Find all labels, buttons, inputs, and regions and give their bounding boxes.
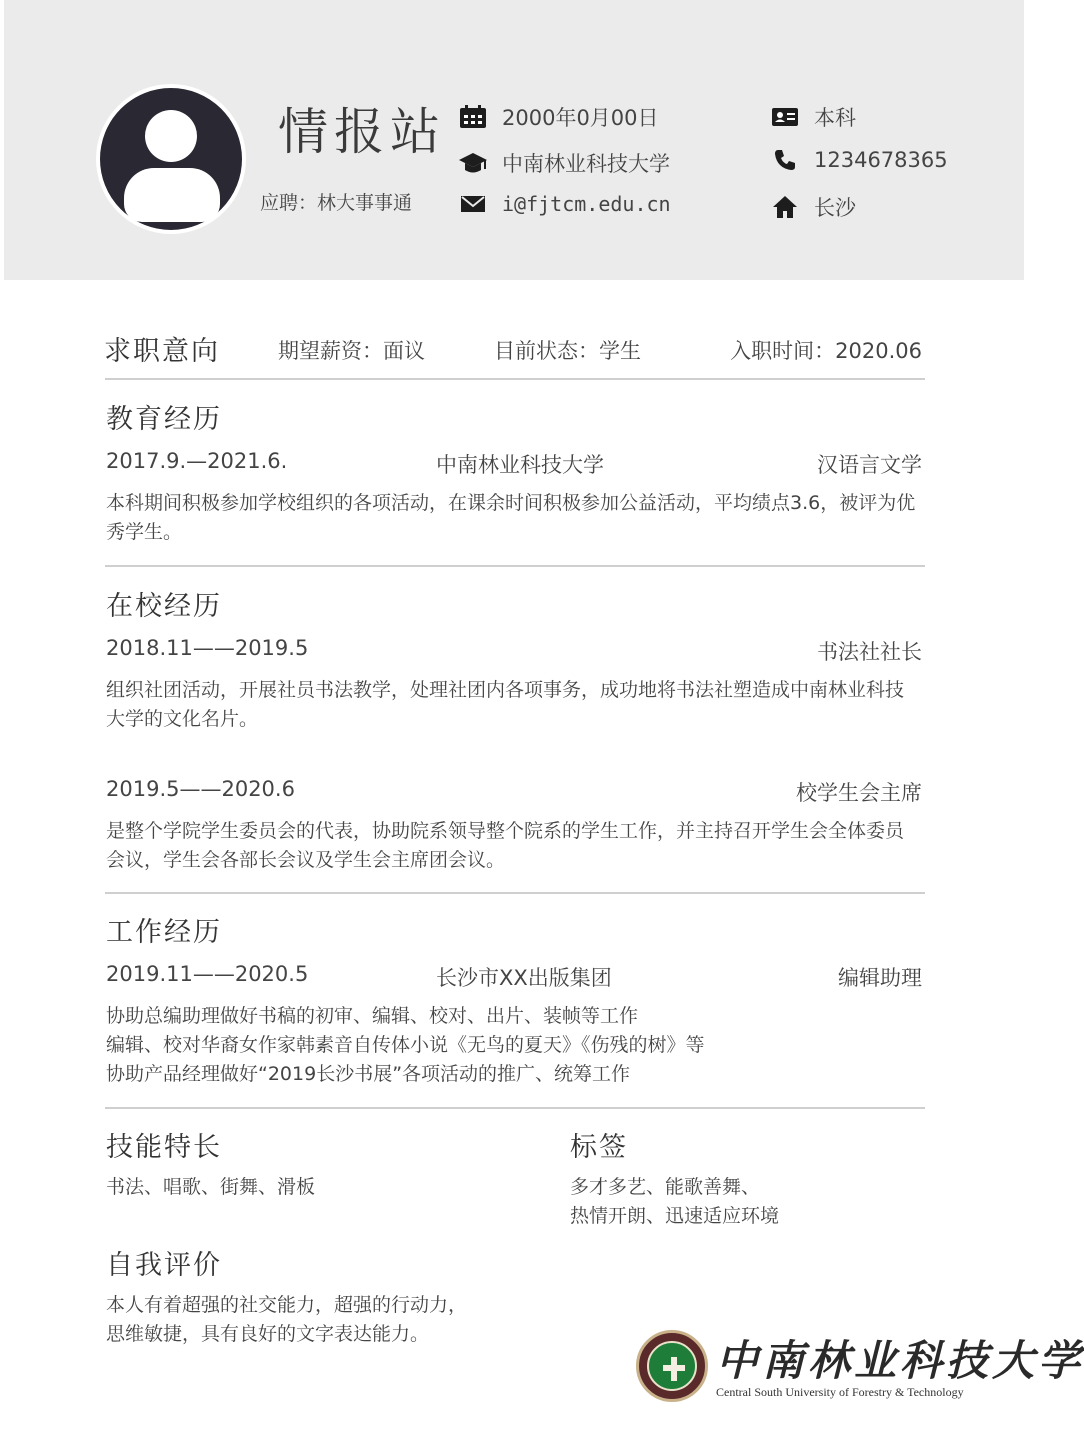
campus-item-desc: 是整个学院学生委员会的代表，协助院系领导整个院系的学生工作，并主持召开学生会全体委员会议，学生会各部长会议及学生会主席团会议。 (106, 820, 905, 871)
campus-item-date: 2019.5——2020.6 (106, 777, 295, 801)
work-date: 2019.11——2020.5 (106, 962, 309, 986)
email-address[interactable]: i@fjtcm.edu.cn (502, 192, 671, 216)
divider (105, 1107, 925, 1109)
education-school: 中南林业科技大学 (436, 453, 604, 477)
divider (105, 565, 925, 567)
calendar-icon (458, 105, 488, 129)
education-major: 汉语言文学 (817, 453, 922, 477)
seal-inner (647, 1341, 697, 1391)
campus-item-role: 书法社社长 (817, 640, 922, 664)
divider (105, 892, 925, 894)
self-title: 自我评价 (106, 1250, 222, 1281)
education-desc: 本科期间积极参加学校组织的各项活动，在课余时间积极参加公益活动，平均绩点3.6，被评为优秀学生。 (106, 492, 916, 543)
phone-number[interactable]: 1234678365 (814, 148, 948, 172)
info-city (770, 192, 856, 222)
info-email (458, 192, 671, 216)
avatar (96, 84, 246, 234)
id-card-icon (770, 105, 800, 129)
graduation-cap-icon (458, 151, 488, 175)
work-line: 协助总编助理做好书稿的初审、编辑、校对、出片、装帧等工作 (106, 1005, 639, 1027)
self-line: 本人有着超强的社交能力，超强的行动力， (106, 1294, 468, 1316)
education-date: 2017.9.—2021.6. (106, 449, 288, 473)
divider (105, 378, 925, 380)
info-degree (770, 102, 856, 132)
work-title: 工作经历 (106, 917, 222, 948)
candidate-name: 情报站 (278, 103, 446, 161)
education-title: 教育经历 (106, 404, 222, 435)
intent-salary: 期望薪资：面议 (278, 339, 425, 363)
intent-title: 求职意向 (104, 336, 220, 367)
info-birth (458, 102, 659, 132)
intent-status: 目前状态：学生 (494, 339, 641, 363)
birth-date: 2000年0月00日 (502, 106, 659, 130)
seal-mark (663, 1365, 685, 1371)
envelope-icon (458, 192, 488, 216)
apply-position: 应聘：林大事事通 (260, 192, 413, 214)
tags-line: 多才多艺、能歌善舞、 (570, 1176, 761, 1198)
tags-title: 标签 (570, 1132, 628, 1163)
school-name: 中南林业科技大学 (502, 152, 670, 176)
info-phone (770, 148, 948, 172)
university-logo-cn: 中南林业科技大学 (716, 1336, 1084, 1385)
work-company: 长沙市XX出版集团 (436, 966, 612, 990)
tags-line: 热情开朗、迅速适应环境 (570, 1205, 780, 1227)
self-line: 思维敏捷，具有良好的文字表达能力。 (106, 1323, 430, 1345)
avatar-head (145, 110, 197, 162)
campus-title: 在校经历 (106, 591, 222, 622)
phone-icon (770, 148, 800, 172)
university-logo-en: Central South University of Forestry & Technology (716, 1385, 964, 1399)
work-line: 编辑、校对华裔女作家韩素音自传体小说《无鸟的夏天》《伤残的树》等 (106, 1034, 705, 1056)
skills-text: 书法、唱歌、街舞、滑板 (106, 1176, 316, 1198)
info-school (458, 148, 670, 178)
campus-item-date: 2018.11——2019.5 (106, 636, 309, 660)
avatar-body (124, 168, 220, 222)
work-role: 编辑助理 (838, 966, 922, 990)
campus-item-role: 校学生会主席 (796, 781, 922, 805)
campus-item-desc: 组织社团活动，开展社员书法教学，处理社团内各项事务，成功地将书法社塑造成中南林业科技大学的文化名片。 (106, 679, 905, 730)
city: 长沙 (814, 196, 856, 220)
home-icon (770, 195, 800, 219)
intent-start: 入职时间：2020.06 (730, 339, 922, 363)
degree: 本科 (814, 106, 856, 130)
work-line: 协助产品经理做好“2019长沙书展”各项活动的推广、统筹工作 (106, 1063, 631, 1085)
skills-title: 技能特长 (106, 1132, 222, 1163)
university-seal-logo (636, 1330, 708, 1402)
